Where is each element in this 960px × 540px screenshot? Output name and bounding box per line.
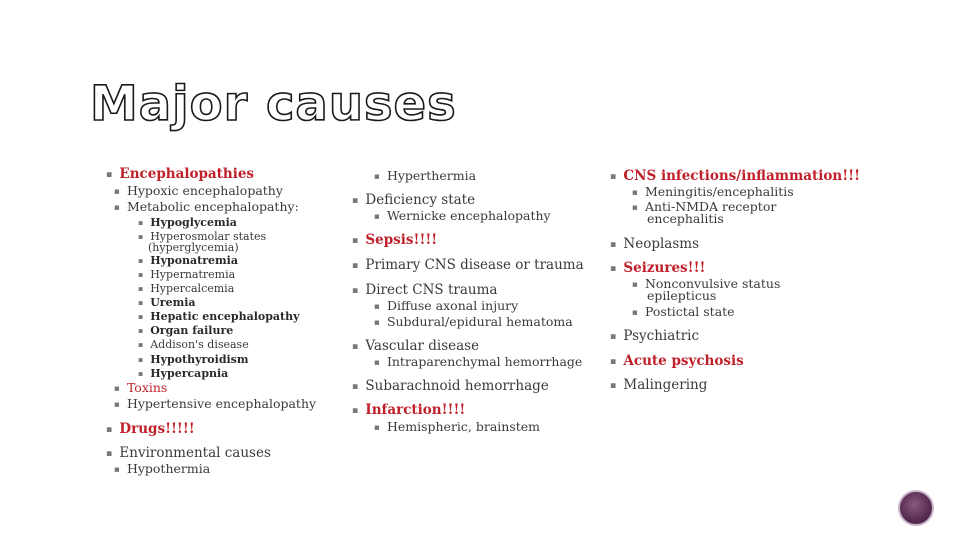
square-bullet-icon: ▪ bbox=[352, 235, 359, 246]
col1-item-text: Hypercalcemia bbox=[150, 282, 235, 295]
col2-item-text: Wernicke encephalopathy bbox=[386, 208, 551, 223]
col1-item-text: Hypoxic encephalopathy bbox=[126, 183, 283, 198]
col1-item-text: Hypothyroidism bbox=[150, 353, 249, 366]
slide-title: Major causes bbox=[90, 76, 457, 132]
col1-item bbox=[138, 283, 234, 294]
square-bullet-icon: ▪ bbox=[138, 232, 144, 241]
square-bullet-icon: ▪ bbox=[138, 256, 144, 265]
col2-item bbox=[352, 194, 475, 208]
col3-item bbox=[610, 238, 699, 252]
col1-item bbox=[114, 382, 167, 395]
col3-item-text: Meningitis/encephalitis bbox=[644, 184, 794, 199]
square-bullet-icon: ▪ bbox=[114, 400, 120, 410]
square-bullet-icon: ▪ bbox=[138, 218, 144, 227]
square-bullet-icon: ▪ bbox=[610, 263, 617, 274]
col3-item-text: Anti-NMDA receptor bbox=[644, 199, 777, 214]
square-bullet-icon: ▪ bbox=[632, 280, 638, 290]
col2-item bbox=[374, 170, 476, 183]
col3-item bbox=[632, 306, 735, 319]
col2-item-text: Deficiency state bbox=[365, 192, 476, 208]
col2-item bbox=[352, 259, 584, 273]
col2-item bbox=[374, 421, 540, 434]
col2-item bbox=[374, 356, 582, 369]
col1-item-text: Hypercapnia bbox=[150, 367, 229, 380]
col2-item-text: Direct CNS trauma bbox=[365, 282, 498, 298]
col1-item-text: Metabolic encephalopathy: bbox=[126, 199, 299, 214]
col2-item-text: Subarachnoid hemorrhage bbox=[365, 378, 549, 394]
col1-item-text: Encephalopathies bbox=[119, 166, 255, 182]
col2-item-text: Intraparenchymal hemorrhage bbox=[386, 354, 583, 369]
col1-item-text: (hyperglycemia) bbox=[148, 241, 239, 254]
square-bullet-icon: ▪ bbox=[138, 369, 144, 378]
col1-item-text: Toxins bbox=[126, 380, 168, 395]
square-bullet-icon: ▪ bbox=[374, 172, 380, 182]
square-bullet-icon: ▪ bbox=[106, 448, 113, 459]
col2-item-text: Infarction!!!! bbox=[365, 402, 466, 418]
square-bullet-icon: ▪ bbox=[114, 384, 120, 394]
col1-item-text: Drugs!!!!! bbox=[119, 421, 195, 437]
col1-item bbox=[138, 311, 300, 322]
col1-item bbox=[114, 463, 210, 476]
col1-item bbox=[138, 297, 196, 308]
col3-item-text: Acute psychosis bbox=[623, 353, 744, 369]
col3-item bbox=[632, 186, 794, 199]
square-bullet-icon: ▪ bbox=[374, 302, 380, 312]
col1-item-text: Environmental causes bbox=[119, 445, 271, 461]
col2-item-text: Subdural/epidural hematoma bbox=[386, 314, 573, 329]
col2-item-text: Primary CNS disease or trauma bbox=[365, 257, 584, 273]
col1-item-text: Hypoglycemia bbox=[150, 216, 237, 229]
col3-item-text: Nonconvulsive status bbox=[644, 276, 781, 291]
col1-item-text: Hypothermia bbox=[126, 461, 211, 476]
square-bullet-icon: ▪ bbox=[352, 285, 359, 296]
square-bullet-icon: ▪ bbox=[114, 465, 120, 475]
col1-item bbox=[114, 398, 316, 411]
col1-item bbox=[106, 447, 271, 461]
col1-item-text: Hypernatremia bbox=[150, 268, 236, 281]
col1-item bbox=[114, 185, 283, 198]
col2-item bbox=[374, 316, 573, 329]
square-bullet-icon: ▪ bbox=[138, 340, 144, 349]
square-bullet-icon: ▪ bbox=[352, 260, 359, 271]
col3-item-text: Psychiatric bbox=[623, 328, 700, 344]
col3-item bbox=[647, 213, 724, 226]
square-bullet-icon: ▪ bbox=[138, 298, 144, 307]
col3-item-text: encephalitis bbox=[647, 211, 724, 226]
square-bullet-icon: ▪ bbox=[632, 308, 638, 318]
col3-item bbox=[610, 262, 705, 276]
col1-item-text: Addison's disease bbox=[150, 338, 249, 351]
col1-item bbox=[138, 339, 249, 350]
col2-item-text: Diffuse axonal injury bbox=[386, 298, 519, 313]
square-bullet-icon: ▪ bbox=[632, 203, 638, 213]
square-bullet-icon: ▪ bbox=[374, 318, 380, 328]
square-bullet-icon: ▪ bbox=[374, 212, 380, 222]
square-bullet-icon: ▪ bbox=[610, 380, 617, 391]
col3-item-text: Seizures!!! bbox=[623, 260, 706, 276]
square-bullet-icon: ▪ bbox=[138, 270, 144, 279]
col2-item bbox=[352, 284, 497, 298]
col3-item bbox=[610, 170, 860, 184]
square-bullet-icon: ▪ bbox=[106, 424, 113, 435]
col3-item bbox=[610, 379, 707, 393]
square-bullet-icon: ▪ bbox=[352, 195, 359, 206]
col1-item bbox=[114, 201, 299, 214]
col1-item bbox=[106, 168, 254, 182]
col2-item bbox=[352, 380, 549, 394]
square-bullet-icon: ▪ bbox=[374, 423, 380, 433]
col2-item bbox=[374, 210, 551, 223]
col1-item bbox=[138, 354, 249, 365]
square-bullet-icon: ▪ bbox=[610, 239, 617, 250]
col1-item-text: Uremia bbox=[150, 296, 196, 309]
col1-item bbox=[106, 423, 195, 437]
col2-item-text: Hemispheric, brainstem bbox=[386, 419, 541, 434]
square-bullet-icon: ▪ bbox=[632, 188, 638, 198]
col3-item bbox=[610, 355, 744, 369]
col1-item-text: Organ failure bbox=[150, 324, 234, 337]
col2-item bbox=[374, 300, 518, 313]
col1-item-text: Hyperosmolar states bbox=[150, 230, 267, 243]
col3-item-text: Malingering bbox=[623, 377, 708, 393]
square-bullet-icon: ▪ bbox=[352, 405, 359, 416]
col3-item-text: CNS infections/inflammation!!! bbox=[623, 168, 860, 184]
square-bullet-icon: ▪ bbox=[374, 358, 380, 368]
square-bullet-icon: ▪ bbox=[138, 326, 144, 335]
col1-item bbox=[138, 325, 233, 336]
square-bullet-icon: ▪ bbox=[114, 187, 120, 197]
square-bullet-icon: ▪ bbox=[352, 341, 359, 352]
slide-logo-badge bbox=[898, 490, 934, 526]
col2-item bbox=[352, 340, 479, 354]
col3-item-text: epilepticus bbox=[647, 288, 717, 303]
col2-item-text: Vascular disease bbox=[365, 338, 480, 354]
square-bullet-icon: ▪ bbox=[138, 312, 144, 321]
square-bullet-icon: ▪ bbox=[138, 284, 144, 293]
square-bullet-icon: ▪ bbox=[610, 331, 617, 342]
square-bullet-icon: ▪ bbox=[610, 171, 617, 182]
col3-item-text: Postictal state bbox=[644, 304, 735, 319]
square-bullet-icon: ▪ bbox=[610, 356, 617, 367]
col2-item bbox=[352, 404, 465, 418]
col3-item bbox=[610, 330, 699, 344]
col1-item bbox=[138, 269, 235, 280]
col1-item bbox=[138, 255, 238, 266]
col2-item-text: Hyperthermia bbox=[386, 168, 477, 183]
col1-item-text: Hyponatremia bbox=[150, 254, 238, 267]
col2-item-text: Sepsis!!!! bbox=[365, 232, 438, 248]
square-bullet-icon: ▪ bbox=[138, 355, 144, 364]
col1-item-text: Hypertensive encephalopathy bbox=[126, 396, 317, 411]
square-bullet-icon: ▪ bbox=[106, 169, 113, 180]
col1-item bbox=[138, 217, 237, 228]
col1-item bbox=[148, 242, 239, 253]
col1-item bbox=[138, 368, 228, 379]
col3-item bbox=[647, 290, 716, 303]
col2-item bbox=[352, 234, 437, 248]
col1-item-text: Hepatic encephalopathy bbox=[150, 310, 300, 323]
square-bullet-icon: ▪ bbox=[114, 203, 120, 213]
col3-item-text: Neoplasms bbox=[623, 236, 700, 252]
square-bullet-icon: ▪ bbox=[352, 381, 359, 392]
